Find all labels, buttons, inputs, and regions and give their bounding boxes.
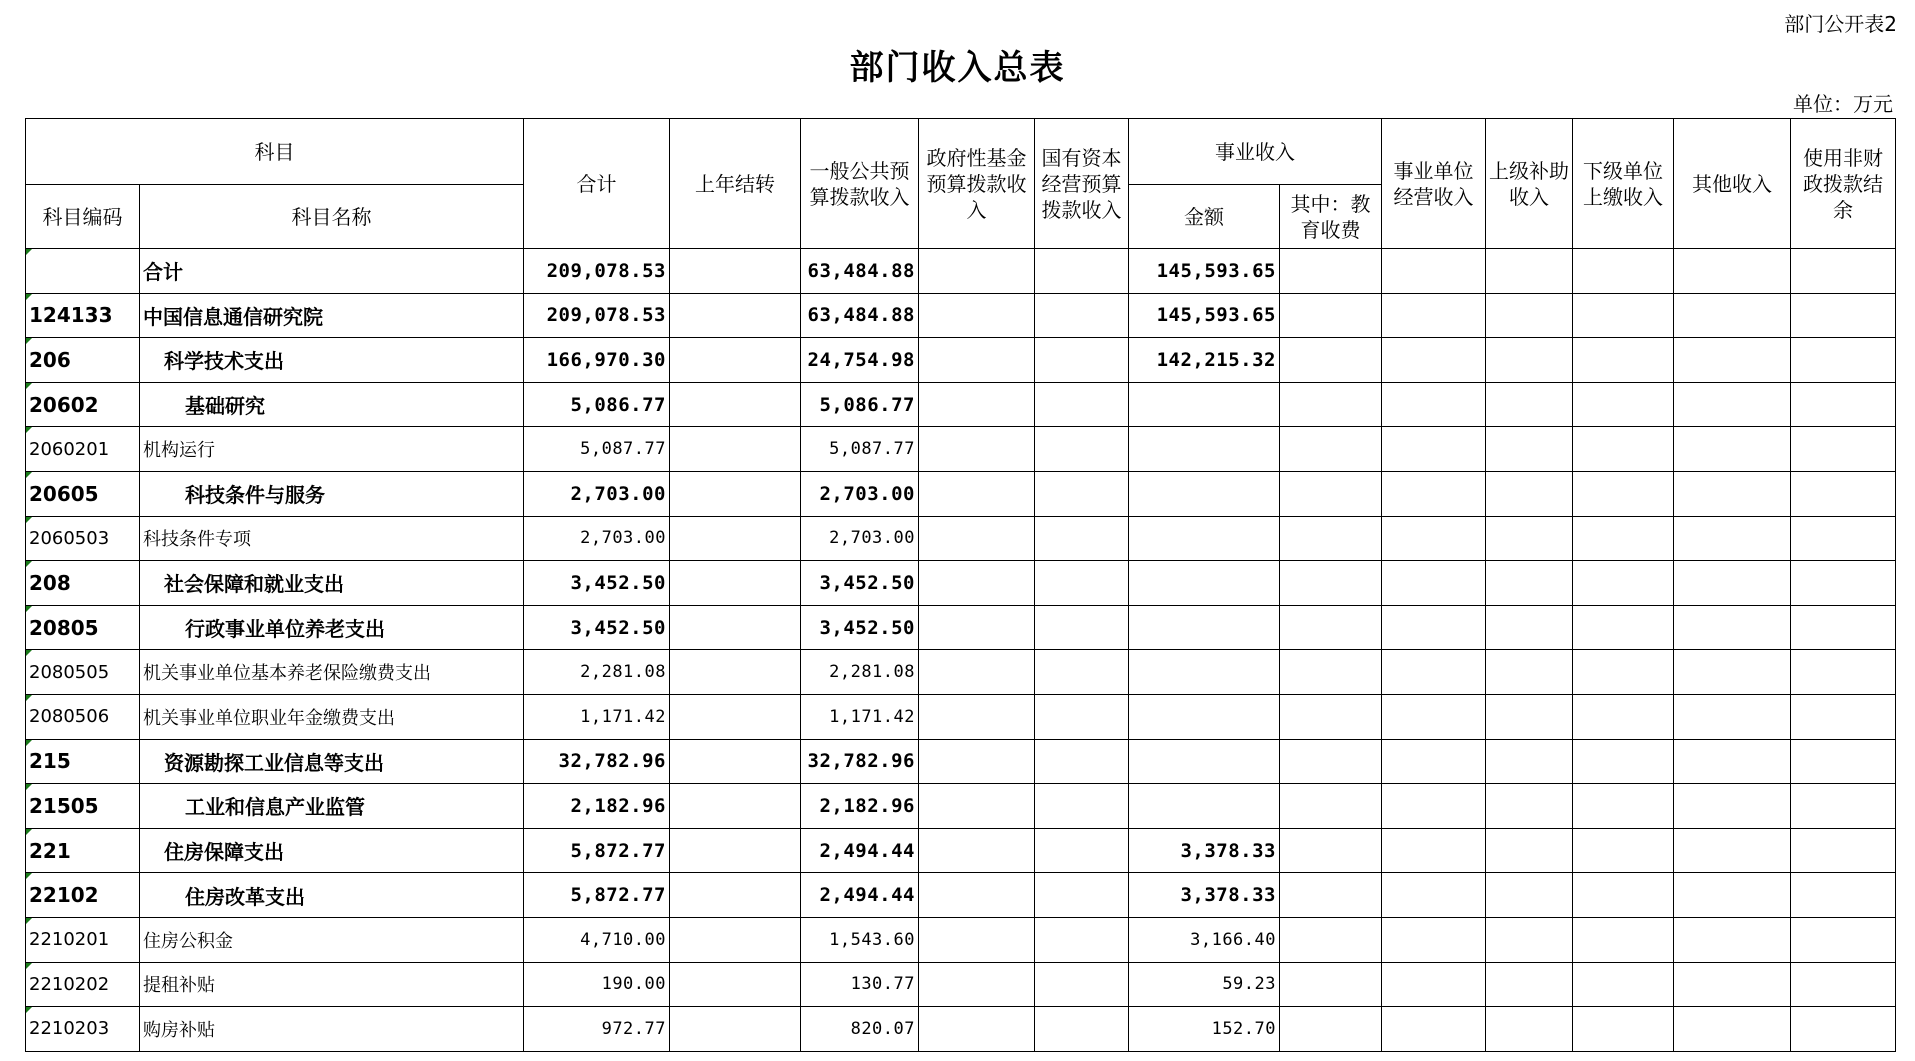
- cell-total: 190.00: [524, 962, 670, 1007]
- cell-total: 4,710.00: [524, 917, 670, 962]
- cell-superior: [1486, 1007, 1573, 1052]
- cell-unitop: [1382, 917, 1486, 962]
- header-other-income: 其他收入: [1674, 119, 1791, 249]
- cell-subject-name: 住房公积金: [140, 917, 524, 962]
- cell-govfund: [919, 650, 1035, 695]
- cell-surplus: [1791, 427, 1896, 472]
- cell-surplus: [1791, 516, 1896, 561]
- header-business-income: 事业收入: [1129, 119, 1382, 185]
- cell-subordinate: [1573, 293, 1674, 338]
- cell-carryover: [670, 739, 801, 784]
- cell-other: [1674, 561, 1791, 606]
- cell-amount: 152.70: [1129, 1007, 1280, 1052]
- cell-govfund: [919, 516, 1035, 561]
- income-summary-table: [25, 118, 1896, 1052]
- cell-subordinate: [1573, 784, 1674, 829]
- cell-subject-code: 21505: [26, 784, 140, 829]
- cell-unitop: [1382, 694, 1486, 739]
- cell-edu: [1280, 338, 1382, 383]
- cell-edu: [1280, 516, 1382, 561]
- cell-subject-name: 科学技术支出: [140, 338, 524, 383]
- cell-total: 209,078.53: [524, 249, 670, 294]
- cell-surplus: [1791, 873, 1896, 918]
- cell-statecap: [1035, 828, 1129, 873]
- cell-surplus: [1791, 471, 1896, 516]
- cell-superior: [1486, 382, 1573, 427]
- cell-carryover: [670, 917, 801, 962]
- table-row: [26, 650, 1896, 695]
- cell-carryover: [670, 471, 801, 516]
- cell-amount: 145,593.65: [1129, 293, 1280, 338]
- cell-superior: [1486, 471, 1573, 516]
- cell-superior: [1486, 917, 1573, 962]
- cell-general: 63,484.88: [801, 293, 919, 338]
- cell-subject-name: 基础研究: [140, 382, 524, 427]
- cell-surplus: [1791, 694, 1896, 739]
- cell-edu: [1280, 739, 1382, 784]
- cell-carryover: [670, 784, 801, 829]
- header-carryover: 上年结转: [670, 119, 801, 249]
- table-row: [26, 516, 1896, 561]
- cell-general: 2,703.00: [801, 471, 919, 516]
- cell-carryover: [670, 605, 801, 650]
- cell-edu: [1280, 427, 1382, 472]
- cell-statecap: [1035, 249, 1129, 294]
- cell-unitop: [1382, 605, 1486, 650]
- cell-edu: [1280, 249, 1382, 294]
- cell-subject-name: 住房改革支出: [140, 873, 524, 918]
- table-row: [26, 917, 1896, 962]
- cell-carryover: [670, 249, 801, 294]
- cell-edu: [1280, 471, 1382, 516]
- cell-edu: [1280, 561, 1382, 606]
- cell-amount: 3,378.33: [1129, 828, 1280, 873]
- cell-general: 2,494.44: [801, 828, 919, 873]
- table-row: [26, 382, 1896, 427]
- cell-subject-name: 资源勘探工业信息等支出: [140, 739, 524, 784]
- table-row: [26, 338, 1896, 383]
- cell-subject-name: 机关事业单位职业年金缴费支出: [140, 694, 524, 739]
- cell-edu: [1280, 650, 1382, 695]
- cell-edu: [1280, 694, 1382, 739]
- cell-subject-code: 2080506: [26, 694, 140, 739]
- cell-subject-name: 购房补贴: [140, 1007, 524, 1052]
- cell-total: 2,703.00: [524, 471, 670, 516]
- cell-amount: [1129, 650, 1280, 695]
- cell-other: [1674, 382, 1791, 427]
- header-subordinate-payment: 下级单位上缴收入: [1573, 119, 1674, 249]
- cell-edu: [1280, 784, 1382, 829]
- cell-surplus: [1791, 605, 1896, 650]
- cell-edu: [1280, 1007, 1382, 1052]
- cell-subject-code: 208: [26, 561, 140, 606]
- cell-subject-name: 行政事业单位养老支出: [140, 605, 524, 650]
- cell-total: 972.77: [524, 1007, 670, 1052]
- cell-superior: [1486, 828, 1573, 873]
- cell-statecap: [1035, 561, 1129, 606]
- cell-superior: [1486, 293, 1573, 338]
- cell-carryover: [670, 338, 801, 383]
- header-state-capital: 国有资本经营预算拨款收入: [1035, 119, 1129, 249]
- cell-subject-name: 科技条件与服务: [140, 471, 524, 516]
- cell-statecap: [1035, 427, 1129, 472]
- cell-carryover: [670, 427, 801, 472]
- cell-other: [1674, 516, 1791, 561]
- cell-statecap: [1035, 338, 1129, 383]
- cell-general: 2,494.44: [801, 873, 919, 918]
- cell-subordinate: [1573, 471, 1674, 516]
- table-row: [26, 1007, 1896, 1052]
- cell-amount: [1129, 605, 1280, 650]
- cell-superior: [1486, 427, 1573, 472]
- cell-total: 209,078.53: [524, 293, 670, 338]
- cell-govfund: [919, 605, 1035, 650]
- cell-carryover: [670, 650, 801, 695]
- cell-govfund: [919, 427, 1035, 472]
- cell-total: 5,872.77: [524, 873, 670, 918]
- table-row: [26, 873, 1896, 918]
- cell-subject-name: 住房保障支出: [140, 828, 524, 873]
- cell-surplus: [1791, 338, 1896, 383]
- cell-other: [1674, 650, 1791, 695]
- table-row: [26, 694, 1896, 739]
- table-row: [26, 249, 1896, 294]
- cell-unitop: [1382, 561, 1486, 606]
- cell-other: [1674, 962, 1791, 1007]
- cell-subject-name: 提租补贴: [140, 962, 524, 1007]
- cell-govfund: [919, 338, 1035, 383]
- cell-amount: 142,215.32: [1129, 338, 1280, 383]
- cell-subordinate: [1573, 739, 1674, 784]
- cell-carryover: [670, 516, 801, 561]
- table-row: [26, 784, 1896, 829]
- cell-subordinate: [1573, 382, 1674, 427]
- cell-subordinate: [1573, 694, 1674, 739]
- cell-unitop: [1382, 1007, 1486, 1052]
- header-edu-fee: 其中：教育收费: [1280, 185, 1382, 249]
- cell-unitop: [1382, 962, 1486, 1007]
- cell-general: 3,452.50: [801, 605, 919, 650]
- cell-general: 820.07: [801, 1007, 919, 1052]
- cell-subject-code: 2210201: [26, 917, 140, 962]
- cell-govfund: [919, 561, 1035, 606]
- cell-statecap: [1035, 917, 1129, 962]
- cell-superior: [1486, 873, 1573, 918]
- cell-other: [1674, 338, 1791, 383]
- cell-subject-name: 机构运行: [140, 427, 524, 472]
- table-row: [26, 962, 1896, 1007]
- cell-surplus: [1791, 293, 1896, 338]
- header-total: 合计: [524, 119, 670, 249]
- cell-subject-code: 2060201: [26, 427, 140, 472]
- cell-subject-code: 20602: [26, 382, 140, 427]
- cell-amount: [1129, 739, 1280, 784]
- cell-statecap: [1035, 382, 1129, 427]
- cell-other: [1674, 917, 1791, 962]
- cell-amount: [1129, 382, 1280, 427]
- cell-subject-code: [26, 249, 140, 294]
- cell-surplus: [1791, 1007, 1896, 1052]
- cell-subordinate: [1573, 561, 1674, 606]
- cell-subordinate: [1573, 828, 1674, 873]
- cell-surplus: [1791, 561, 1896, 606]
- cell-general: 1,171.42: [801, 694, 919, 739]
- cell-amount: 59.23: [1129, 962, 1280, 1007]
- cell-general: 130.77: [801, 962, 919, 1007]
- cell-subordinate: [1573, 605, 1674, 650]
- cell-superior: [1486, 739, 1573, 784]
- cell-edu: [1280, 293, 1382, 338]
- cell-surplus: [1791, 249, 1896, 294]
- cell-total: 166,970.30: [524, 338, 670, 383]
- cell-statecap: [1035, 293, 1129, 338]
- cell-surplus: [1791, 382, 1896, 427]
- cell-other: [1674, 873, 1791, 918]
- cell-subordinate: [1573, 962, 1674, 1007]
- cell-surplus: [1791, 962, 1896, 1007]
- cell-surplus: [1791, 739, 1896, 784]
- cell-general: 2,182.96: [801, 784, 919, 829]
- cell-superior: [1486, 516, 1573, 561]
- cell-surplus: [1791, 917, 1896, 962]
- cell-statecap: [1035, 1007, 1129, 1052]
- table-row: [26, 561, 1896, 606]
- cell-other: [1674, 694, 1791, 739]
- cell-statecap: [1035, 694, 1129, 739]
- table-row: [26, 605, 1896, 650]
- cell-statecap: [1035, 650, 1129, 695]
- cell-subordinate: [1573, 1007, 1674, 1052]
- cell-superior: [1486, 962, 1573, 1007]
- cell-amount: [1129, 694, 1280, 739]
- cell-other: [1674, 427, 1791, 472]
- cell-govfund: [919, 784, 1035, 829]
- page-title: 部门收入总表: [849, 48, 1066, 88]
- header-subject-code: 科目编码: [26, 185, 140, 249]
- cell-subject-code: 20605: [26, 471, 140, 516]
- cell-unitop: [1382, 249, 1486, 294]
- cell-general: 1,543.60: [801, 917, 919, 962]
- cell-subordinate: [1573, 650, 1674, 695]
- cell-total: 2,281.08: [524, 650, 670, 695]
- cell-unitop: [1382, 650, 1486, 695]
- cell-edu: [1280, 917, 1382, 962]
- cell-edu: [1280, 962, 1382, 1007]
- table-row: [26, 828, 1896, 873]
- cell-edu: [1280, 873, 1382, 918]
- cell-edu: [1280, 605, 1382, 650]
- cell-carryover: [670, 694, 801, 739]
- cell-superior: [1486, 249, 1573, 294]
- cell-subject-code: 124133: [26, 293, 140, 338]
- cell-general: 32,782.96: [801, 739, 919, 784]
- cell-superior: [1486, 694, 1573, 739]
- cell-surplus: [1791, 828, 1896, 873]
- cell-carryover: [670, 561, 801, 606]
- cell-total: 32,782.96: [524, 739, 670, 784]
- cell-other: [1674, 471, 1791, 516]
- cell-govfund: [919, 382, 1035, 427]
- cell-carryover: [670, 828, 801, 873]
- cell-general: 2,703.00: [801, 516, 919, 561]
- cell-superior: [1486, 650, 1573, 695]
- cell-govfund: [919, 828, 1035, 873]
- cell-superior: [1486, 561, 1573, 606]
- cell-subject-name: 中国信息通信研究院: [140, 293, 524, 338]
- table-row: [26, 739, 1896, 784]
- cell-statecap: [1035, 784, 1129, 829]
- cell-superior: [1486, 338, 1573, 383]
- cell-unitop: [1382, 293, 1486, 338]
- cell-subject-code: 215: [26, 739, 140, 784]
- cell-total: 3,452.50: [524, 561, 670, 606]
- cell-subject-name: 机关事业单位基本养老保险缴费支出: [140, 650, 524, 695]
- header-gov-fund: 政府性基金预算拨款收入: [919, 119, 1035, 249]
- cell-subject-name: 科技条件专项: [140, 516, 524, 561]
- cell-subordinate: [1573, 427, 1674, 472]
- unit-label: 单位：万元: [1793, 92, 1893, 116]
- cell-other: [1674, 828, 1791, 873]
- cell-unitop: [1382, 516, 1486, 561]
- cell-general: 24,754.98: [801, 338, 919, 383]
- cell-govfund: [919, 471, 1035, 516]
- cell-govfund: [919, 962, 1035, 1007]
- cell-edu: [1280, 382, 1382, 427]
- cell-superior: [1486, 784, 1573, 829]
- table-row: [26, 293, 1896, 338]
- cell-statecap: [1035, 516, 1129, 561]
- header-non-fiscal-surplus: 使用非财政拨款结余: [1791, 119, 1896, 249]
- cell-general: 5,087.77: [801, 427, 919, 472]
- cell-amount: [1129, 784, 1280, 829]
- cell-subject-name: 社会保障和就业支出: [140, 561, 524, 606]
- cell-subject-code: 2210203: [26, 1007, 140, 1052]
- header-subject-name: 科目名称: [140, 185, 524, 249]
- cell-statecap: [1035, 471, 1129, 516]
- cell-surplus: [1791, 650, 1896, 695]
- cell-unitop: [1382, 828, 1486, 873]
- header-amount: 金额: [1129, 185, 1280, 249]
- cell-amount: [1129, 561, 1280, 606]
- cell-general: 2,281.08: [801, 650, 919, 695]
- cell-govfund: [919, 917, 1035, 962]
- cell-statecap: [1035, 873, 1129, 918]
- cell-statecap: [1035, 605, 1129, 650]
- cell-amount: [1129, 471, 1280, 516]
- cell-govfund: [919, 1007, 1035, 1052]
- table-body: [26, 249, 1896, 1052]
- cell-subject-code: 2210202: [26, 962, 140, 1007]
- cell-amount: 3,378.33: [1129, 873, 1280, 918]
- cell-other: [1674, 784, 1791, 829]
- cell-general: 5,086.77: [801, 382, 919, 427]
- table-row: [26, 471, 1896, 516]
- cell-unitop: [1382, 382, 1486, 427]
- header-subject: 科目: [26, 119, 524, 185]
- cell-subject-name: 工业和信息产业监管: [140, 784, 524, 829]
- cell-carryover: [670, 873, 801, 918]
- cell-amount: [1129, 427, 1280, 472]
- cell-superior: [1486, 605, 1573, 650]
- cell-subject-code: 22102: [26, 873, 140, 918]
- cell-total: 5,872.77: [524, 828, 670, 873]
- cell-subordinate: [1573, 516, 1674, 561]
- cell-subject-code: 221: [26, 828, 140, 873]
- cell-govfund: [919, 249, 1035, 294]
- cell-other: [1674, 739, 1791, 784]
- cell-unitop: [1382, 784, 1486, 829]
- cell-unitop: [1382, 427, 1486, 472]
- cell-other: [1674, 293, 1791, 338]
- cell-subject-code: 2080505: [26, 650, 140, 695]
- form-id: 部门公开表2: [1784, 12, 1897, 36]
- cell-total: 5,087.77: [524, 427, 670, 472]
- cell-surplus: [1791, 784, 1896, 829]
- cell-unitop: [1382, 338, 1486, 383]
- cell-carryover: [670, 293, 801, 338]
- cell-subject-code: 2060503: [26, 516, 140, 561]
- cell-amount: 3,166.40: [1129, 917, 1280, 962]
- cell-total: 5,086.77: [524, 382, 670, 427]
- cell-statecap: [1035, 739, 1129, 784]
- cell-total: 2,182.96: [524, 784, 670, 829]
- cell-carryover: [670, 382, 801, 427]
- cell-subordinate: [1573, 338, 1674, 383]
- cell-subordinate: [1573, 873, 1674, 918]
- cell-general: 63,484.88: [801, 249, 919, 294]
- cell-subject-name: 合计: [140, 249, 524, 294]
- cell-govfund: [919, 873, 1035, 918]
- cell-govfund: [919, 694, 1035, 739]
- cell-other: [1674, 605, 1791, 650]
- cell-amount: 145,593.65: [1129, 249, 1280, 294]
- cell-edu: [1280, 828, 1382, 873]
- cell-carryover: [670, 962, 801, 1007]
- cell-total: 2,703.00: [524, 516, 670, 561]
- table-row: [26, 427, 1896, 472]
- header-superior-subsidy: 上级补助收入: [1486, 119, 1573, 249]
- cell-govfund: [919, 739, 1035, 784]
- cell-statecap: [1035, 962, 1129, 1007]
- cell-amount: [1129, 516, 1280, 561]
- cell-govfund: [919, 293, 1035, 338]
- cell-other: [1674, 249, 1791, 294]
- cell-subordinate: [1573, 917, 1674, 962]
- cell-unitop: [1382, 739, 1486, 784]
- cell-total: 3,452.50: [524, 605, 670, 650]
- cell-subordinate: [1573, 249, 1674, 294]
- header-unit-operating: 事业单位经营收入: [1382, 119, 1486, 249]
- cell-subject-code: 206: [26, 338, 140, 383]
- cell-carryover: [670, 1007, 801, 1052]
- cell-unitop: [1382, 873, 1486, 918]
- cell-total: 1,171.42: [524, 694, 670, 739]
- cell-other: [1674, 1007, 1791, 1052]
- cell-general: 3,452.50: [801, 561, 919, 606]
- cell-unitop: [1382, 471, 1486, 516]
- cell-subject-code: 20805: [26, 605, 140, 650]
- header-general-budget: 一般公共预算拨款收入: [801, 119, 919, 249]
